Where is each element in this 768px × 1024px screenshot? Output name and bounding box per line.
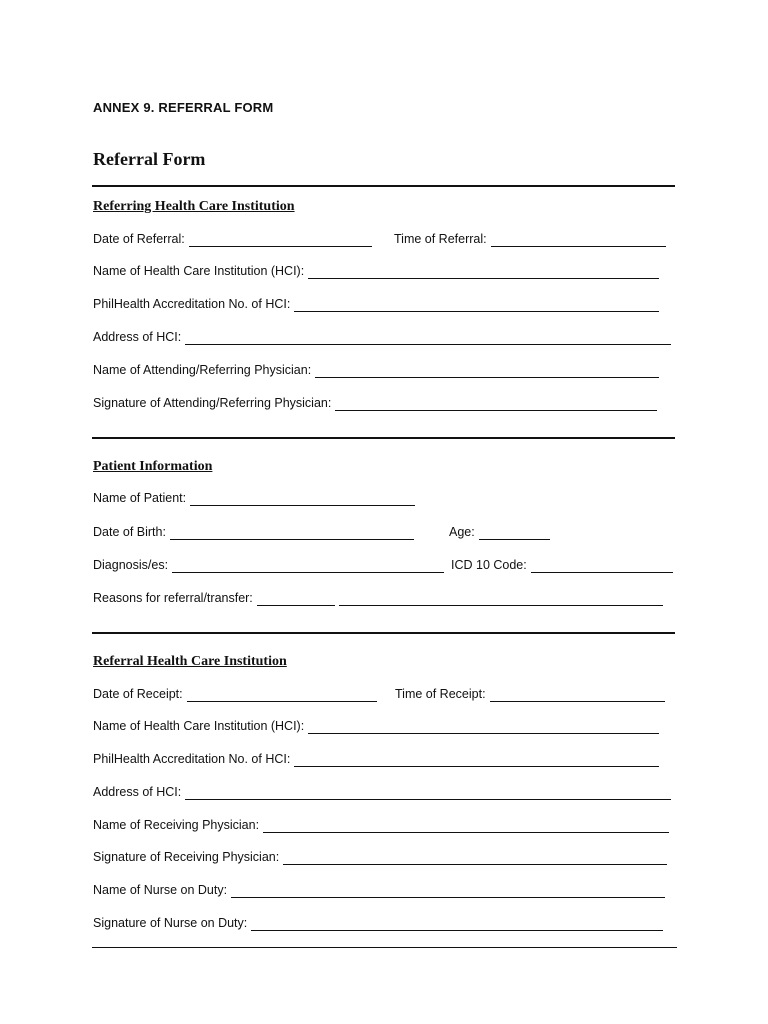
referring-section-heading: Referring Health Care Institution [93,199,295,214]
patient-name-blank[interactable] [190,493,415,506]
dob-blank[interactable] [170,527,414,540]
receiving-address-field[interactable] [93,784,671,800]
date-of-receipt-label: Date of Receipt: [93,687,183,701]
referring-signature-field[interactable] [93,395,657,411]
patient-section-heading: Patient Information [93,459,213,474]
receiving-signature-blank[interactable] [283,852,667,865]
receiving-address-label: Address of HCI: [93,785,182,799]
section-divider [92,185,675,187]
nurse-name-label: Name of Nurse on Duty: [93,883,228,897]
receiving-hci-name-label: Name of Health Care Institution (HCI): [93,719,305,733]
referring-signature-blank[interactable] [335,398,657,411]
time-of-receipt-field[interactable] [395,686,665,702]
receiving-physician-field[interactable] [93,817,669,833]
age-label: Age: [449,525,475,539]
time-of-receipt-blank[interactable] [490,689,665,702]
time-of-receipt-label: Time of Receipt: [395,687,486,701]
referring-hci-name-label: Name of Health Care Institution (HCI): [93,264,305,278]
diagnosis-field[interactable] [93,557,444,573]
icd-code-field[interactable] [451,557,673,573]
date-of-referral-field[interactable] [93,231,372,247]
dob-field[interactable] [93,524,414,540]
receiving-signature-label: Signature of Receiving Physician: [93,850,280,864]
bottom-divider [92,947,677,948]
referring-accreditation-field[interactable] [93,296,659,312]
referring-accreditation-label: PhilHealth Accreditation No. of HCI: [93,297,291,311]
receiving-accreditation-label: PhilHealth Accreditation No. of HCI: [93,752,291,766]
referring-physician-label: Name of Attending/Referring Physician: [93,363,312,377]
receiving-accreditation-blank[interactable] [294,754,659,767]
receiving-signature-field[interactable] [93,849,667,865]
nurse-name-field[interactable] [93,882,665,898]
nurse-signature-field[interactable] [93,915,663,931]
date-of-receipt-field[interactable] [93,686,377,702]
form-title: Referral Form [93,149,206,169]
referring-hci-name-blank[interactable] [308,266,659,279]
referring-physician-blank[interactable] [315,365,659,378]
annex-label: ANNEX 9. REFERRAL FORM [93,100,274,115]
age-blank[interactable] [479,527,550,540]
section-divider [92,437,675,439]
nurse-signature-blank[interactable] [251,918,663,931]
referring-address-field[interactable] [93,329,671,345]
patient-name-field[interactable] [93,490,415,506]
reasons-label: Reasons for referral/transfer: [93,591,253,605]
time-of-referral-blank[interactable] [491,234,666,247]
receiving-section-heading: Referral Health Care Institution [93,654,287,669]
diagnosis-label: Diagnosis/es: [93,558,169,572]
time-of-referral-label: Time of Referral: [394,232,487,246]
reasons-blank-long[interactable] [339,593,663,606]
referring-address-blank[interactable] [185,332,671,345]
date-of-referral-blank[interactable] [189,234,372,247]
receiving-hci-name-field[interactable] [93,718,659,734]
nurse-name-blank[interactable] [231,885,665,898]
receiving-physician-blank[interactable] [263,820,669,833]
receiving-physician-label: Name of Receiving Physician: [93,818,260,832]
reasons-blank-short[interactable] [257,593,335,606]
age-field[interactable] [449,524,550,540]
referring-signature-label: Signature of Attending/Referring Physician: [93,396,332,410]
icd-code-blank[interactable] [531,560,673,573]
patient-name-label: Name of Patient: [93,491,187,505]
date-of-receipt-blank[interactable] [187,689,377,702]
reasons-field[interactable] [93,590,663,606]
receiving-accreditation-field[interactable] [93,751,659,767]
referring-physician-field[interactable] [93,362,659,378]
referring-address-label: Address of HCI: [93,330,182,344]
section-divider [92,632,675,634]
receiving-hci-name-blank[interactable] [308,721,659,734]
time-of-referral-field[interactable] [394,231,666,247]
dob-label: Date of Birth: [93,525,166,539]
diagnosis-blank[interactable] [172,560,444,573]
icd-code-label: ICD 10 Code: [451,558,527,572]
referring-accreditation-blank[interactable] [294,299,659,312]
date-of-referral-label: Date of Referral: [93,232,185,246]
referring-hci-name-field[interactable] [93,263,659,279]
receiving-address-blank[interactable] [185,787,671,800]
nurse-signature-label: Signature of Nurse on Duty: [93,916,248,930]
